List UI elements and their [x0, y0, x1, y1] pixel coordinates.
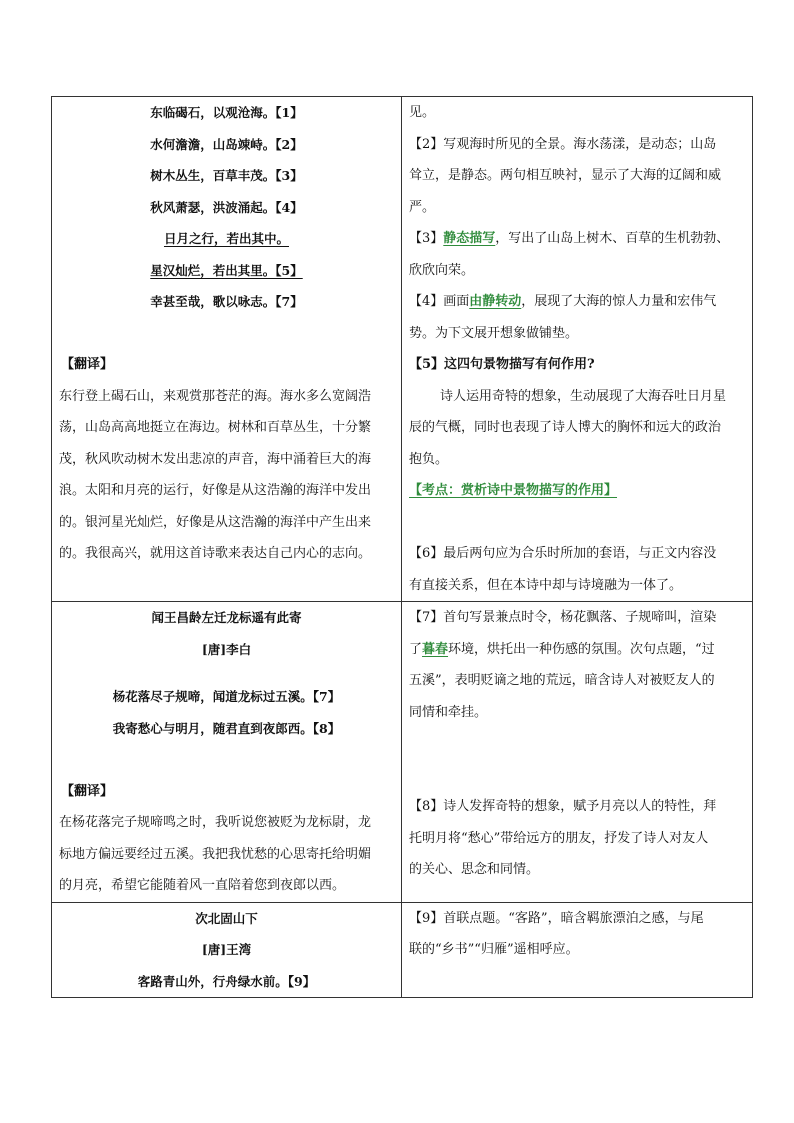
note-5-question: 【5】这四句景物描写有何作用?: [409, 357, 595, 372]
note-7-line: 【7】首句写景兼点时令，杨花飘落、子规啼叫，渲染: [409, 610, 717, 625]
note-5-answer: 诗人运用奇特的想象，生动展现了大海吞吐日月星: [440, 388, 727, 404]
note-4-text: ，展现了大海的惊人力量和宏伟气: [521, 294, 717, 309]
notes-cell-guan-cang-hai: [402, 97, 753, 602]
note-2-line: 耸立，是静态。两句相互映衬，显示了大海的辽阔和威: [409, 168, 722, 183]
table-row: [52, 902, 753, 998]
poem-line: 树木丛生，百草丰茂。【3】: [150, 168, 303, 183]
notes-cell-li-bai: [402, 602, 753, 903]
poem-line: 东临碣石，以观沧海。【1】: [150, 105, 303, 120]
note-8-line: 托明月将“愁心”带给远方的朋友，抒发了诗人对友人: [409, 830, 709, 846]
note-4-highlight: 由静转动: [469, 294, 522, 309]
translation-line: 荡，山岛高高地挺立在海边。树林和百草丛生，十分繁: [59, 420, 372, 435]
note-line: 见。: [409, 105, 436, 120]
translation-line: 茂，秋风吹动树木发出悲凉的声音，海中涌着巨大的海: [59, 451, 372, 467]
exam-point-label: 【考点：赏析诗中景物描写的作用】: [409, 483, 618, 498]
note-5-answer: 抱负。: [409, 451, 449, 467]
note-7-line: 五溪”，表明贬谪之地的荒远，暗含诗人对被贬友人的: [409, 673, 715, 688]
note-4-line: 势。为下文展开想象做铺垫。: [409, 325, 579, 341]
note-8-line: 【8】诗人发挥奇特的想象，赋予月亮以人的特性，拜: [409, 799, 717, 814]
note-2-line: 【2】写观海时所见的全景。海水荡漾，是动态；山岛: [409, 136, 717, 152]
poem-table: [51, 96, 753, 998]
poem-line: 杨花落尽子规啼，闻道龙标过五溪。【7】: [112, 689, 341, 704]
poem-line-underlined: 星汉灿烂，若出其里。【5】: [150, 262, 303, 278]
translation-line: 的。银河星光灿烂，好像是从这浩瀚的海洋中产生出来: [59, 514, 372, 530]
translation-line: 的月亮，希望它能随着风一直陪着您到夜郎以西。: [59, 878, 346, 893]
poem-title: 闻王昌龄左迁龙标遥有此寄: [151, 610, 302, 625]
note-7-highlight: 暮春: [422, 641, 449, 657]
note-9-line: 【9】首联点题。“客路”，暗含羁旅漂泊之感，与尾: [409, 910, 704, 926]
notes-cell-wang-wan: [402, 902, 753, 998]
translation-line: 标地方偏远要经过五溪。我把我忧愁的心思寄托给明媚: [59, 846, 372, 862]
note-5-answer: 辰的气概，同时也表现了诗人博大的胸怀和远大的政治: [409, 420, 722, 435]
poem-line: 水何澹澹，山岛竦峙。【2】: [150, 136, 303, 152]
note-6-line: 【6】最后两句应为合乐时所加的套语，与正文内容没: [409, 546, 717, 561]
note-8-line: 的关心、思念和同情。: [409, 862, 540, 877]
poem-cell-guan-cang-hai: [52, 97, 402, 602]
poem-line: 我寄愁心与明月，随君直到夜郎西。【8】: [112, 720, 341, 736]
note-4-line: [402, 286, 752, 318]
poem-title: 次北固山下: [195, 910, 258, 926]
translation-line: 在杨花落完子规啼鸣之时，我听说您被贬为龙标尉，龙: [59, 815, 372, 830]
poem-cell-wang-wan: [52, 902, 402, 998]
translation-line: 东行登上碣石山，来观赏那苍茫的海。海水多么宽阔浩: [59, 388, 372, 404]
translation-label: 【翻译】: [61, 783, 114, 799]
poem-line: 客路青山外，行舟绿水前。【9】: [137, 973, 316, 989]
translation-line: 的。我很高兴，就用这首诗歌来表达自己内心的志向。: [59, 546, 372, 561]
note-3-text: ，写出了山岛上树木、百草的生机勃勃、: [495, 231, 730, 246]
note-6-line: 有直接关系，但在本诗中却与诗境融为一体了。: [409, 577, 683, 593]
poem-line-underlined: 日月之行，若出其中。: [163, 231, 289, 246]
note-2-line: 严。: [409, 199, 436, 215]
note-7-text: 环境，烘托出一种伤感的氛围。次句点题，“过: [448, 641, 715, 657]
note-3-highlight: 静态描写: [443, 231, 496, 246]
note-3-line: [402, 223, 752, 255]
note-7-line: [402, 634, 752, 666]
poem-line: 秋风萧瑟，洪波涌起。【4】: [150, 199, 303, 215]
note-3-prefix: 【3】: [409, 231, 444, 246]
poem-cell-li-bai: [52, 602, 402, 903]
translation-label: 【翻译】: [61, 357, 114, 372]
poem-line: 幸甚至哉，歌以咏志。【7】: [150, 294, 303, 309]
poem-author: [唐]王湾: [201, 942, 252, 957]
table-row: [52, 97, 753, 602]
poem-author: [唐]李白: [201, 641, 252, 657]
note-4-prefix: 【4】画面: [409, 294, 470, 309]
note-3-line: 欣欣向荣。: [409, 262, 475, 278]
note-7-prefix: 了: [409, 641, 423, 657]
note-7-line: 同情和牵挂。: [409, 704, 488, 720]
translation-line: 浪。太阳和月亮的运行，好像是从这浩瀚的海洋中发出: [59, 483, 372, 498]
table-row: [52, 602, 753, 903]
note-9-line: 联的“乡书”“归雁”遥相呼应。: [409, 942, 579, 957]
